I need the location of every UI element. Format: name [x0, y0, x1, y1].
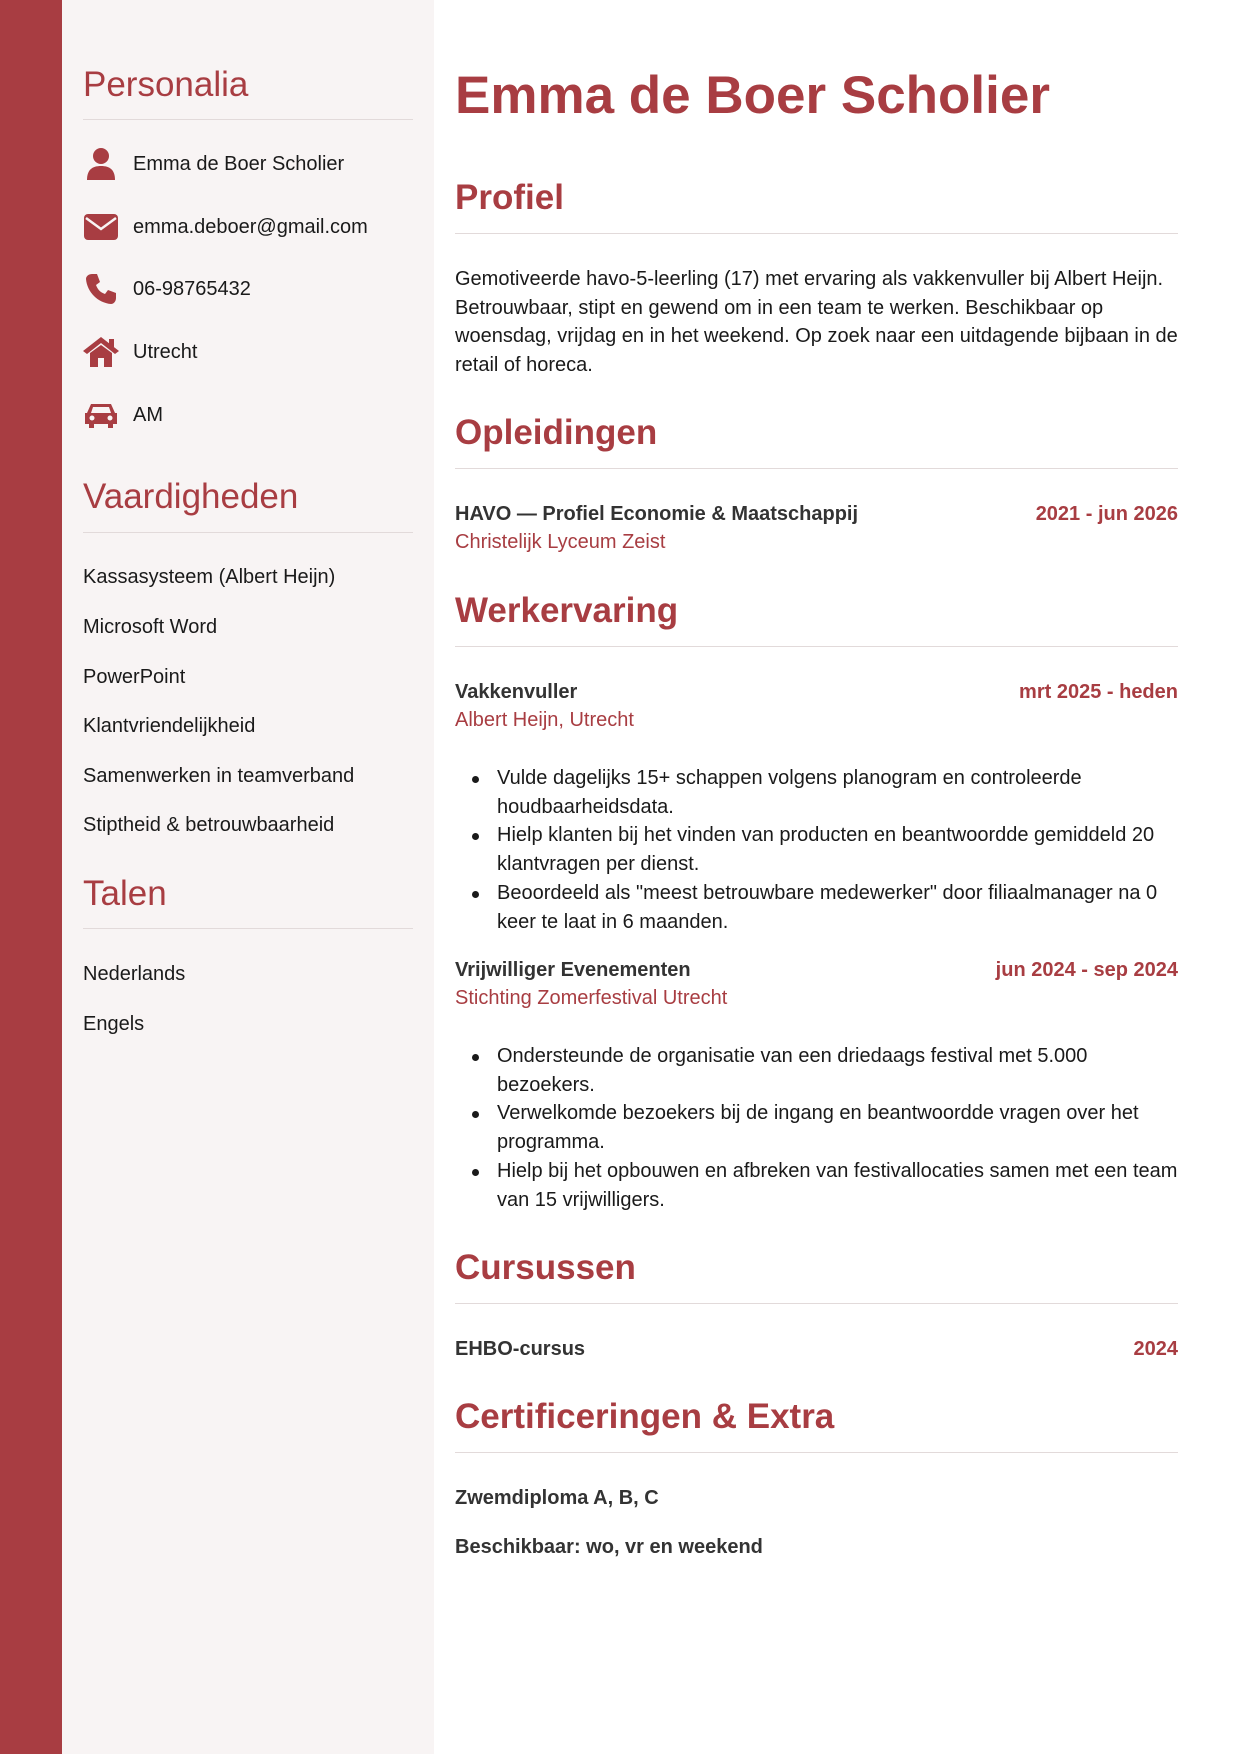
work-employer: Stichting Zomerfestival Utrecht [455, 987, 728, 1009]
personalia-name: Emma de Boer Scholier [133, 153, 345, 175]
skill-item: Kassasysteem (Albert Heijn) [83, 566, 336, 588]
phone-icon [83, 271, 119, 307]
personalia-email-row [83, 209, 413, 245]
work-title: Vrijwilliger Evenementen [455, 959, 691, 981]
work-employer: Albert Heijn, Utrecht [455, 709, 634, 731]
envelope-icon [83, 209, 119, 245]
work-title: Vakkenvuller [455, 681, 578, 703]
extra-item: Beschikbaar: wo, vr en weekend [455, 1536, 763, 1558]
skill-item: Samenwerken in teamverband [83, 765, 355, 787]
car-icon [83, 397, 119, 433]
personalia-city: Utrecht [133, 341, 198, 363]
page-title: Emma de Boer Scholier [455, 66, 1050, 125]
bullet-item: Verwelkomde bezoekers bij de ingang en beantwoordde vragen over het programma. [455, 1099, 1178, 1156]
skill-item: Microsoft Word [83, 616, 218, 638]
personalia-divider [83, 119, 413, 120]
extra-heading: Certificeringen & Extra [455, 1397, 835, 1436]
education-title: HAVO — Profiel Economie & Maatschappij [455, 503, 859, 525]
skill-item: PowerPoint [83, 666, 186, 688]
skill-item: Klantvriendelijkheid [83, 715, 256, 737]
profile-divider [455, 233, 1178, 234]
bullet-item: Ondersteunde de organisatie van een driedaags festival met 5.000 bezoekers. [455, 1042, 1178, 1099]
course-title: EHBO-cursus [455, 1338, 586, 1360]
personalia-heading: Personalia [83, 65, 249, 104]
extra-divider [455, 1452, 1178, 1453]
bullet-item: Beoordeeld als "meest betrouwbare medewerker" door filiaalmanager na 0 keer te laat in 6 maanden. [455, 879, 1178, 936]
work-date: jun 2024 - sep 2024 [995, 959, 1178, 981]
main-content [434, 0, 1241, 1754]
education-school: Christelijk Lyceum Zeist [455, 531, 666, 553]
bullet-item: Hielp klanten bij het vinden van producten en beantwoordde gemiddeld 20 klantvragen per dienst. [455, 821, 1178, 878]
personalia-license-row [83, 397, 413, 433]
language-item: Nederlands [83, 963, 186, 985]
language-item: Engels [83, 1013, 145, 1035]
education-heading: Opleidingen [455, 413, 658, 452]
work-bullets [455, 1042, 1178, 1214]
courses-divider [455, 1303, 1178, 1304]
education-date: 2021 - jun 2026 [1035, 503, 1178, 525]
profile-heading: Profiel [455, 178, 564, 217]
personalia-name-row [83, 146, 413, 182]
bullet-item: Vulde dagelijks 15+ schappen volgens planogram en controleerde houdbaarheidsdata. [455, 764, 1178, 821]
person-icon [83, 146, 119, 182]
personalia-license: AM [133, 404, 163, 426]
work-heading: Werkervaring [455, 591, 679, 630]
skills-heading: Vaardigheden [83, 477, 299, 516]
skill-item: Stiptheid & betrouwbaarheid [83, 814, 335, 836]
work-bullets [455, 764, 1178, 936]
work-divider [455, 646, 1178, 647]
work-date: mrt 2025 - heden [1019, 681, 1178, 703]
personalia-city-row [83, 334, 413, 370]
course-date: 2024 [1133, 1338, 1178, 1360]
personalia-phone: 06-98765432 [133, 278, 251, 300]
personalia-email: emma.deboer@gmail.com [133, 216, 368, 238]
extra-item: Zwemdiploma A, B, C [455, 1487, 659, 1509]
sidebar [62, 0, 434, 1754]
home-icon [83, 334, 119, 370]
profile-text: Gemotiveerde havo-5-leerling (17) met ervaring als vakkenvuller bij Albert Heijn. Betrouwbaar, stipt en gewend om in een team te werken. Beschikbaar op woensdag, vrijdag en in het weekend. Op zoek naar een uitdagende bijbaan in de retail of horeca. [455, 268, 1178, 377]
personalia-phone-row [83, 271, 413, 307]
education-divider [455, 468, 1178, 469]
languages-heading: Talen [83, 874, 167, 913]
accent-bar [0, 0, 62, 1754]
languages-divider [83, 928, 413, 929]
courses-heading: Cursussen [455, 1248, 636, 1287]
bullet-item: Hielp bij het opbouwen en afbreken van festivallocaties samen met een team van 15 vrijwilligers. [455, 1157, 1178, 1214]
skills-divider [83, 532, 413, 533]
